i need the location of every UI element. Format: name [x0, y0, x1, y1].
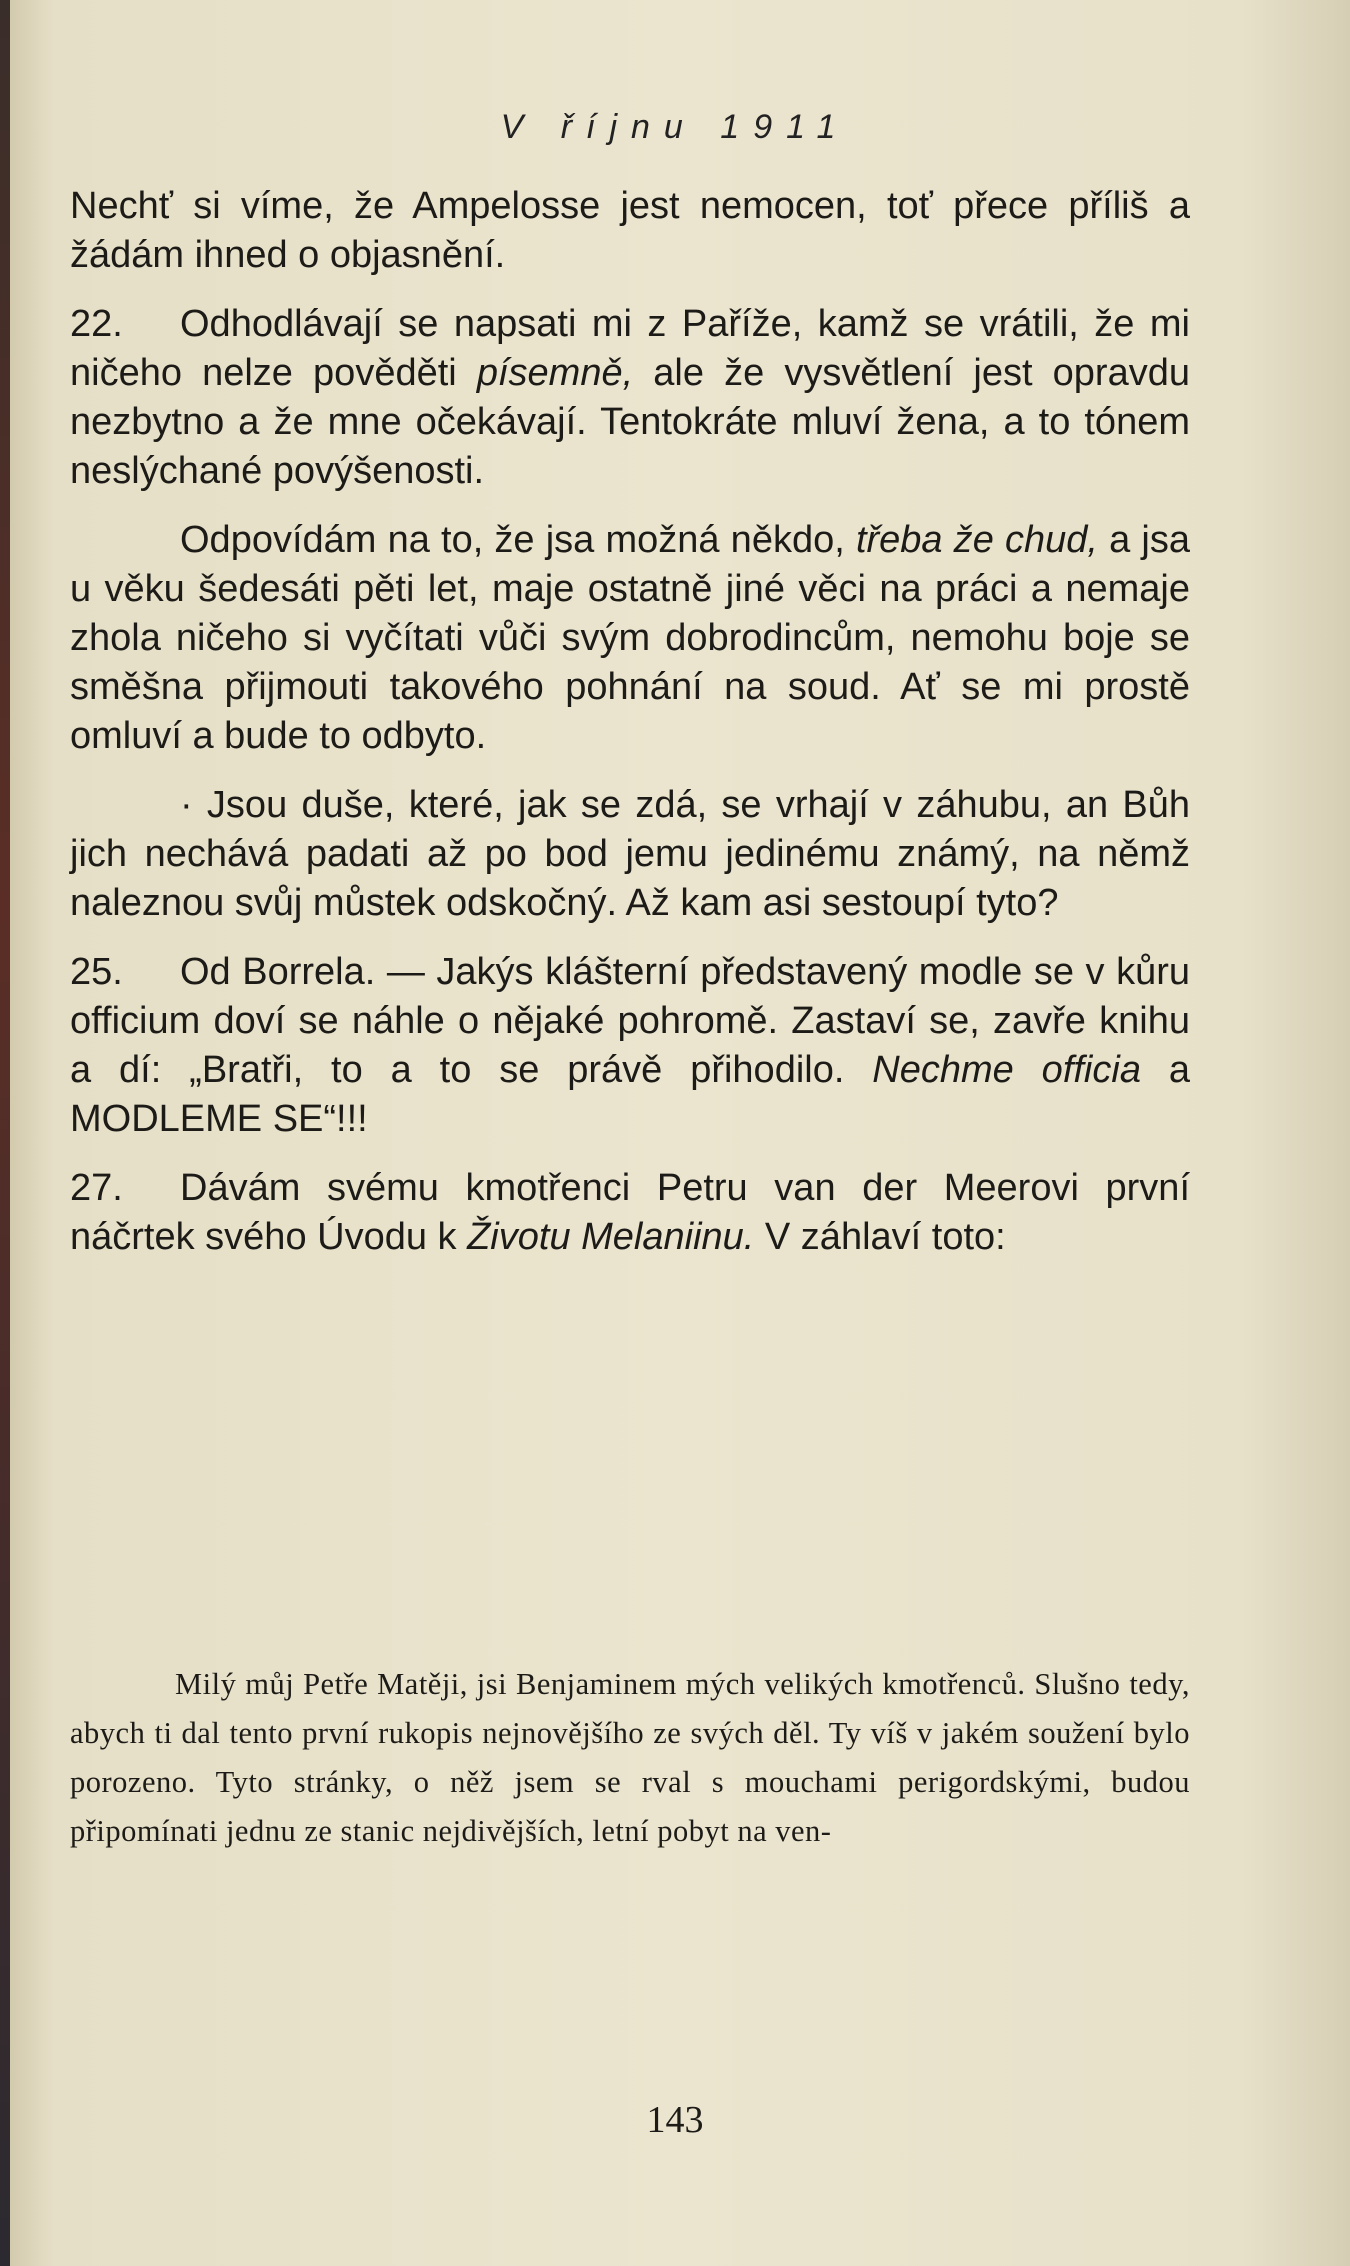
entry-number: 27. [70, 1167, 123, 1209]
entry-number: 22. [70, 303, 123, 345]
page-number: 143 [646, 2099, 704, 2141]
dedication-quote: Milý můj Petře Matěji, jsi Benjaminem mých velikých kmotřenců. Slušno tedy, abych ti dal tento první rukopis nejnovějšího ze svých děl. Ty víš v jakém soužení bylo porozeno. Tyto stránky, o něž jsem se rval s mouchami perigordskými, budou připomínati jednu ze stanic nejdivějších, letní pobyt na ven- [70, 1667, 1190, 1848]
paragraph-25: 25. Od Borrela. — Jakýs klášterní představený modle se v kůru officium doví se náhle o nějaké pohromě. Zastaví se, zavře knihu a dí: „Bratři, to a to se právě přihodilo. Nechme officia a MODLEME SE“!!! [70, 948, 1190, 1144]
book-spine-edge [0, 0, 10, 2266]
paragraph-1: Nechť si víme, že Ampelosse jest nemocen, toť přece příliš a žádám ihned o objasnění. [70, 185, 1190, 276]
paragraph-27: 27. Dávám svému kmotřenci Petru van der Meerovi první náčrtek svého Úvodu k Životu Melaniinu. V záhlaví toto: [70, 1164, 1190, 1262]
paragraph-22: 22. Odhodlávají se napsati mi z Paříže, kamž se vrátili, že mi ničeho nelze pověděti písemně, ale že vysvětlení jest opravdu nezbytno a že mne očekávají. Tentokráte mluví žena, a to tónem neslýchané povýšenosti. [70, 300, 1190, 496]
paragraph-reply: Odpovídám na to, že jsa možná někdo, třeba že chud, a jsa u věku šedesáti pěti let, maje ostatně jiné věci na práci a nemaje zhola ničeho si vyčítati vůči svým dobrodincům, nemohu boje se směšna přijmouti takového pohnání na soud. Ať se mi prostě omluví a bude to odbyto. [70, 519, 1190, 757]
body-text [70, 182, 1190, 1282]
paragraph-souls: · Jsou duše, které, jak se zdá, se vrhají v záhubu, an Bůh jich nechává padati až po bod jemu jedinému známý, na němž naleznou svůj můstek odskočný. Až kam asi sestoupí tyto? [70, 784, 1190, 924]
running-header: V říjnu 1911 [500, 108, 850, 146]
entry-number: 25. [70, 951, 123, 993]
